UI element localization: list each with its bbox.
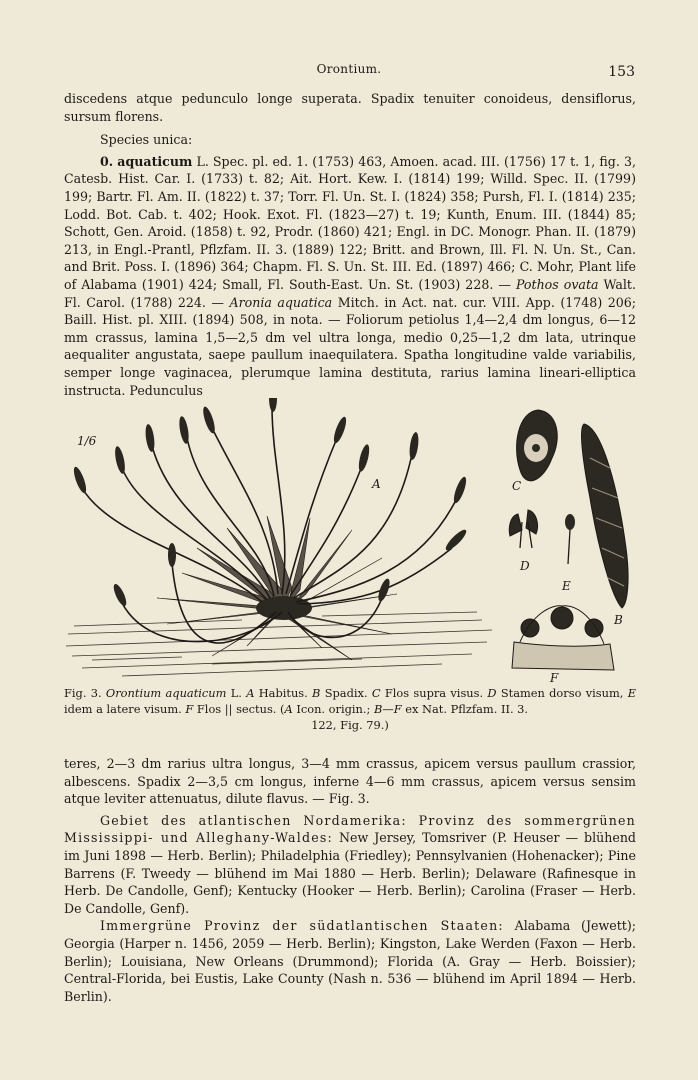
species-number: 0. <box>100 153 114 169</box>
caption-author: L. <box>230 686 242 700</box>
paragraph-pedunculus: teres, 2—3 dm rarius ultra longus, 3—4 mm crassus, apicem versus paullum crassior, albescens. Spadix 2—3,5 cm longus, inferne 4—6 mm crassus, apicem versus sensim atque leviter attenuatus, dilute flavus. — Fig. 3. <box>64 756 636 807</box>
detail-d-stamen <box>509 510 537 548</box>
paragraph-species-synonymy <box>64 153 636 399</box>
caption-text-e: idem a latere visum. <box>64 702 182 716</box>
detail-c-flower <box>517 410 558 481</box>
figure-caption <box>64 685 636 733</box>
label-e: E <box>562 579 571 593</box>
caption-text-source: ex Nat. Pflzfam. II. 3. <box>405 702 529 716</box>
caption-label-e: E <box>627 686 637 700</box>
figure-scale-mark: 1/6 <box>77 434 97 448</box>
botanical-engraving <box>62 398 638 684</box>
region-heading-2: Immergrüne Provinz der südatlantischen Staaten: <box>100 918 504 934</box>
caption-label-b: B <box>312 686 321 700</box>
caption-text-b: Spadix. <box>324 686 368 700</box>
caption-label-f: F <box>185 702 194 716</box>
water-surface <box>66 612 492 676</box>
species-name: aquaticum <box>117 153 193 169</box>
paragraph-species-unica: Species unica: <box>100 132 193 148</box>
caption-label-c: C <box>371 686 381 700</box>
running-head <box>0 62 698 82</box>
synonymy-text-b: Walt. Fl. Carol. (1788) 224. — <box>64 276 636 310</box>
description-text-bottom <box>64 755 636 1005</box>
caption-label-d: D <box>487 686 497 700</box>
caption-label-b-f: B—F <box>373 702 402 716</box>
label-f: F <box>550 671 559 684</box>
label-b: B <box>614 613 623 627</box>
paragraph-discedens: discedens atque pedunculo longe superata. Spadix tenuiter conoideus, densiflorus, sursum florens. <box>64 91 636 124</box>
paragraph-distribution-1 <box>64 812 636 918</box>
caption-text-d: Stamen dorso visum, <box>500 686 624 700</box>
label-c: C <box>512 479 522 493</box>
caption-text-c: Flos supra visus. <box>384 686 484 700</box>
synonymy-text-a: L. Spec. pl. ed. 1. (1753) 463, Amoen. acad. III. (1756) 17 t. 1, fig. 3, Catesb. Hist. Car. I. (1733) t. 82; Ait. Hort. Kew. I. (1814) 199; Willd. Spec. II. (1799) 199; Bartr. Fl. Am. II. (1822) t. 37; Torr. Fl. Un. St. I. (1824) 358; Pursh, Fl. I. (1814) 235; Lodd. Bot. Cab. t. 402; Hook. Exot. Fl. (1823—27) t. 19; Kunth, Enum. III. (1844) 85; Schott, Gen. Aroid. (1858) t. 92, Prodr. (1860) 421; Engl. in DC. Monogr. Phan. II. (1879) 213, in Engl.-Prantl, Pflzfam. II. 3. (1889) 122; Britt. and Brown, Ill. Fl. N. Un. St., Can. and Brit. Poss. I. (1896) 364; Chapm. Fl. S. Un. St. III. Ed. (1897) 466; C. Mohr, Plant life of Alabama (1901) 424; Small, Fl. South-East. Un. St. (1903) 228. — <box>64 153 636 292</box>
synonym-pothos-ovata: Pothos ovata <box>515 276 599 292</box>
localities-1: New Jersey, Tomsriver (P. Heuser — blühend im Juni 1898 — Herb. Berlin); Philadelphia (Friedley); Pennsylvanien (Hohenacker); Pine Barrens (F. Tweedy — blühend im Mai 1880 — Herb. Berlin); Delaware (Rafinesque in Herb. De Candolle, Genf); Kentucky (Hooker — Herb. Berlin); Carolina (Fraser — Herb. De Candolle, Genf). <box>64 830 636 916</box>
paragraph-distribution-2 <box>64 917 636 1005</box>
caption-label-a-icon: A <box>284 702 293 716</box>
synonymy-text-c: Mitch. in Act. nat. cur. VIII. App. (1748) 206; Baill. Hist. pl. XIII. (1894) 508, in nota. — Foliorum petiolus 1,4—2,4 dm longus, 6—12 mm crassus, lamina 1,5—2,5 dm vel ultra longa, medio 0,25—1,2 dm lata, utrinque aequaliter angustata, saepe paullum inaequilatera. Spatha longitudine valde variabilis, semper longe vaginacea, plerumque lamina destituta, rarius lamina lineari-elliptica instructa. Pedunculus <box>64 294 637 398</box>
figure-3-illustration <box>62 398 638 684</box>
region-heading-1: Gebiet des atlantischen Nordamerika: Provinz des sommergrünen Mississippi- und Alleghany-Waldes: <box>64 812 636 846</box>
label-d: D <box>520 559 530 573</box>
detail-e-stamen <box>565 514 575 564</box>
detail-b-spadix <box>582 424 629 608</box>
detail-f-section <box>512 606 614 670</box>
caption-label-a: A <box>246 686 255 700</box>
running-title: Orontium. <box>316 62 382 76</box>
caption-text-a: Habitus. <box>258 686 308 700</box>
caption-text-icon-origin: Icon. origin.; <box>296 702 371 716</box>
caption-text-f: Flos || sectus. ( <box>196 702 285 716</box>
caption-last-line: 122, Fig. 79.) <box>311 718 389 732</box>
caption-species: Orontium aquaticum <box>105 686 227 700</box>
caption-fig-no: Fig. 3. <box>64 686 102 700</box>
localities-2: Alabama (Jewett); Georgia (Harper n. 1456, 2059 — Herb. Berlin); Kingston, Lake Werden (Faxon — Herb. Berlin); Louisiana, New Orleans (Drummond); Florida (A. Gray — Herb. Boissier); Central-Florida, bei Eustis, Lake County (Nash n. 536 — blühend im April 1894 — Herb. Berlin). <box>64 918 636 1004</box>
page-number: 153 <box>608 64 635 80</box>
synonym-aronia-aquatica: Aronia aquatica <box>229 294 333 310</box>
description-text-top <box>64 90 636 399</box>
label-a: A <box>372 477 381 491</box>
